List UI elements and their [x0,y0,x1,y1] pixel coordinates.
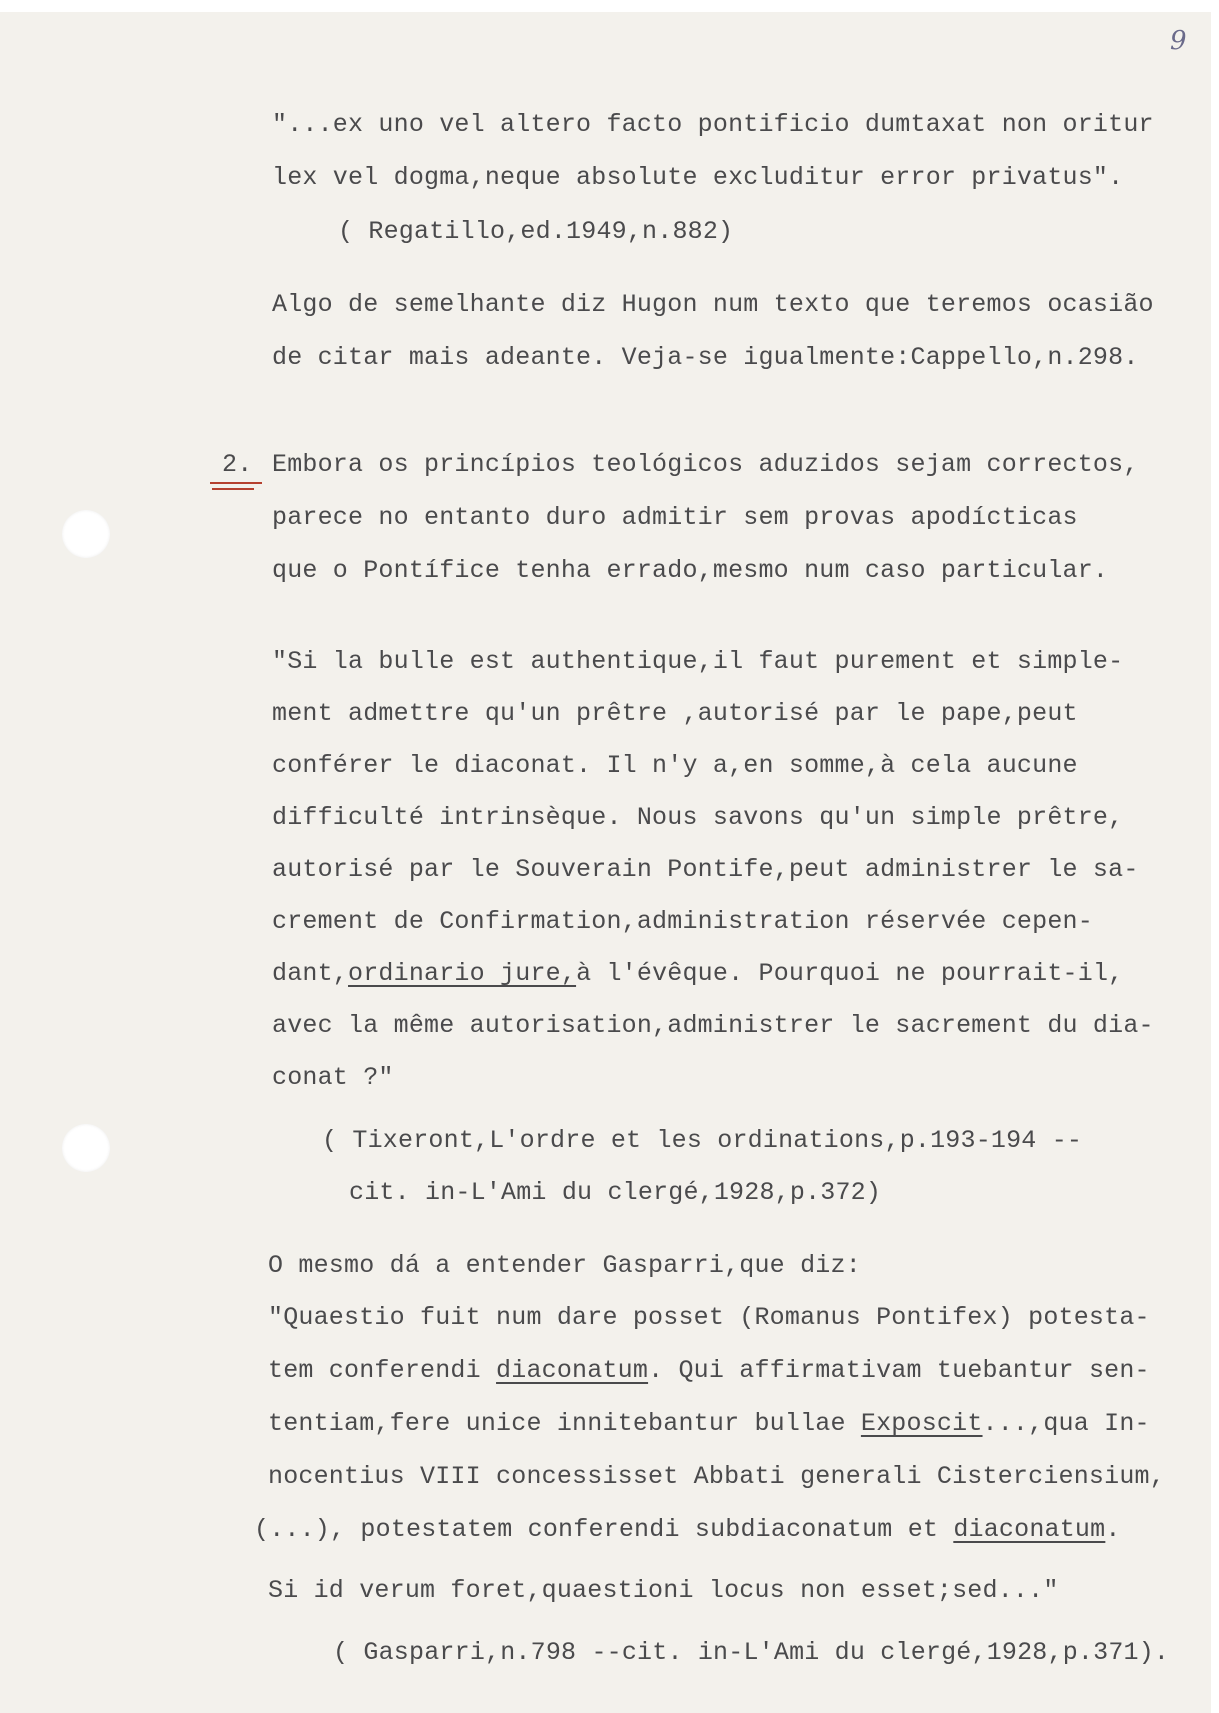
quote-line-16: avec la même autorisation,administrer le sacrement du dia- [272,1011,1154,1040]
citation-tixeront-cont: cit. in-L'Ami du clergé,1928,p.372) [349,1178,882,1207]
text-line-6: Embora os princípios teológicos aduzidos sejam correctos, [272,450,1139,479]
quote-line-23-b: ...,qua In- [982,1409,1150,1438]
section-number: 2. [222,450,253,479]
text-line-2: lex vel dogma,neque absolute excluditur error privatus". [272,163,1124,192]
citation-gasparri: ( Gasparri,n.798 --cit. in-L'Ami du clergé,1928,p.371). [333,1638,1170,1667]
text-line-5: de citar mais adeante. Veja-se igualmente:Cappello,n.298. [272,343,1139,372]
quote-line-25-a: (...), potestatem conferendi subdiaconatum et [254,1515,954,1544]
red-underline-mark [210,482,262,484]
page-top-edge [0,0,1219,12]
quote-line-12: difficulté intrinsèque. Nous savons qu'un simple prêtre, [272,803,1124,832]
quote-line-15 [272,959,1123,989]
underlined-ordinario-jure: ordinario jure, [348,959,577,988]
quote-line-22 [268,1356,1150,1386]
red-underline-mark-2 [212,488,254,490]
quote-line-10: ment admettre qu'un prêtre ,autorisé par le pape,peut [272,699,1078,728]
quote-line-15-a: dant, [272,959,349,988]
quote-line-25-b: . [1105,1515,1121,1544]
punch-hole-bottom [62,1124,110,1172]
citation-tixeront: ( Tixeront,L'ordre et les ordinations,p.193-194 -- [322,1126,1083,1155]
underlined-diaconatum: diaconatum [496,1356,649,1385]
page-number: 9 [1170,26,1187,56]
quote-line-26: Si id verum foret,quaestioni locus non esset;sed..." [268,1576,1059,1605]
text-line-1: "...ex uno vel altero facto pontificio dumtaxat non oritur [272,110,1154,139]
quote-line-22-a: tem conferendi [268,1356,497,1385]
quote-line-21: "Quaestio fuit num dare posset (Romanus Pontifex) potesta- [268,1303,1150,1332]
text-line-20: O mesmo dá a entender Gasparri,que diz: [268,1251,861,1280]
quote-line-23 [268,1409,1150,1439]
quote-line-11: conférer le diaconat. Il n'y a,en somme,à cela aucune [272,751,1078,780]
quote-line-14: crement de Confirmation,administration réservée cepen- [272,907,1093,936]
quote-line-15-b: à l'évêque. Pourquoi ne pourrait-il, [576,959,1124,988]
quote-line-13: autorisé par le Souverain Pontife,peut administrer le sa- [272,855,1139,884]
text-line-4: Algo de semelhante diz Hugon num texto que teremos ocasião [272,290,1154,319]
citation-regatillo: ( Regatillo,ed.1949,n.882) [338,217,734,246]
quote-line-25 [254,1515,1121,1545]
quote-line-22-b: . Qui affirmativam tuebantur sen- [648,1356,1150,1385]
punch-hole-top [62,510,110,558]
quote-line-9: "Si la bulle est authentique,il faut purement et simple- [272,647,1124,676]
page-right-edge [1211,0,1219,1713]
text-line-7: parece no entanto duro admitir sem provas apodícticas [272,503,1078,532]
underlined-exposcit: Exposcit [860,1409,983,1438]
quote-line-24: nocentius VIII concessisset Abbati generali Cisterciensium, [268,1462,1165,1491]
underlined-diaconatum-2: diaconatum [953,1515,1106,1544]
quote-line-17: conat ?" [272,1063,394,1092]
quote-line-23-a: tentiam,fere unice innitebantur bullae [268,1409,861,1438]
text-line-8: que o Pontífice tenha errado,mesmo num caso particular. [272,556,1109,585]
